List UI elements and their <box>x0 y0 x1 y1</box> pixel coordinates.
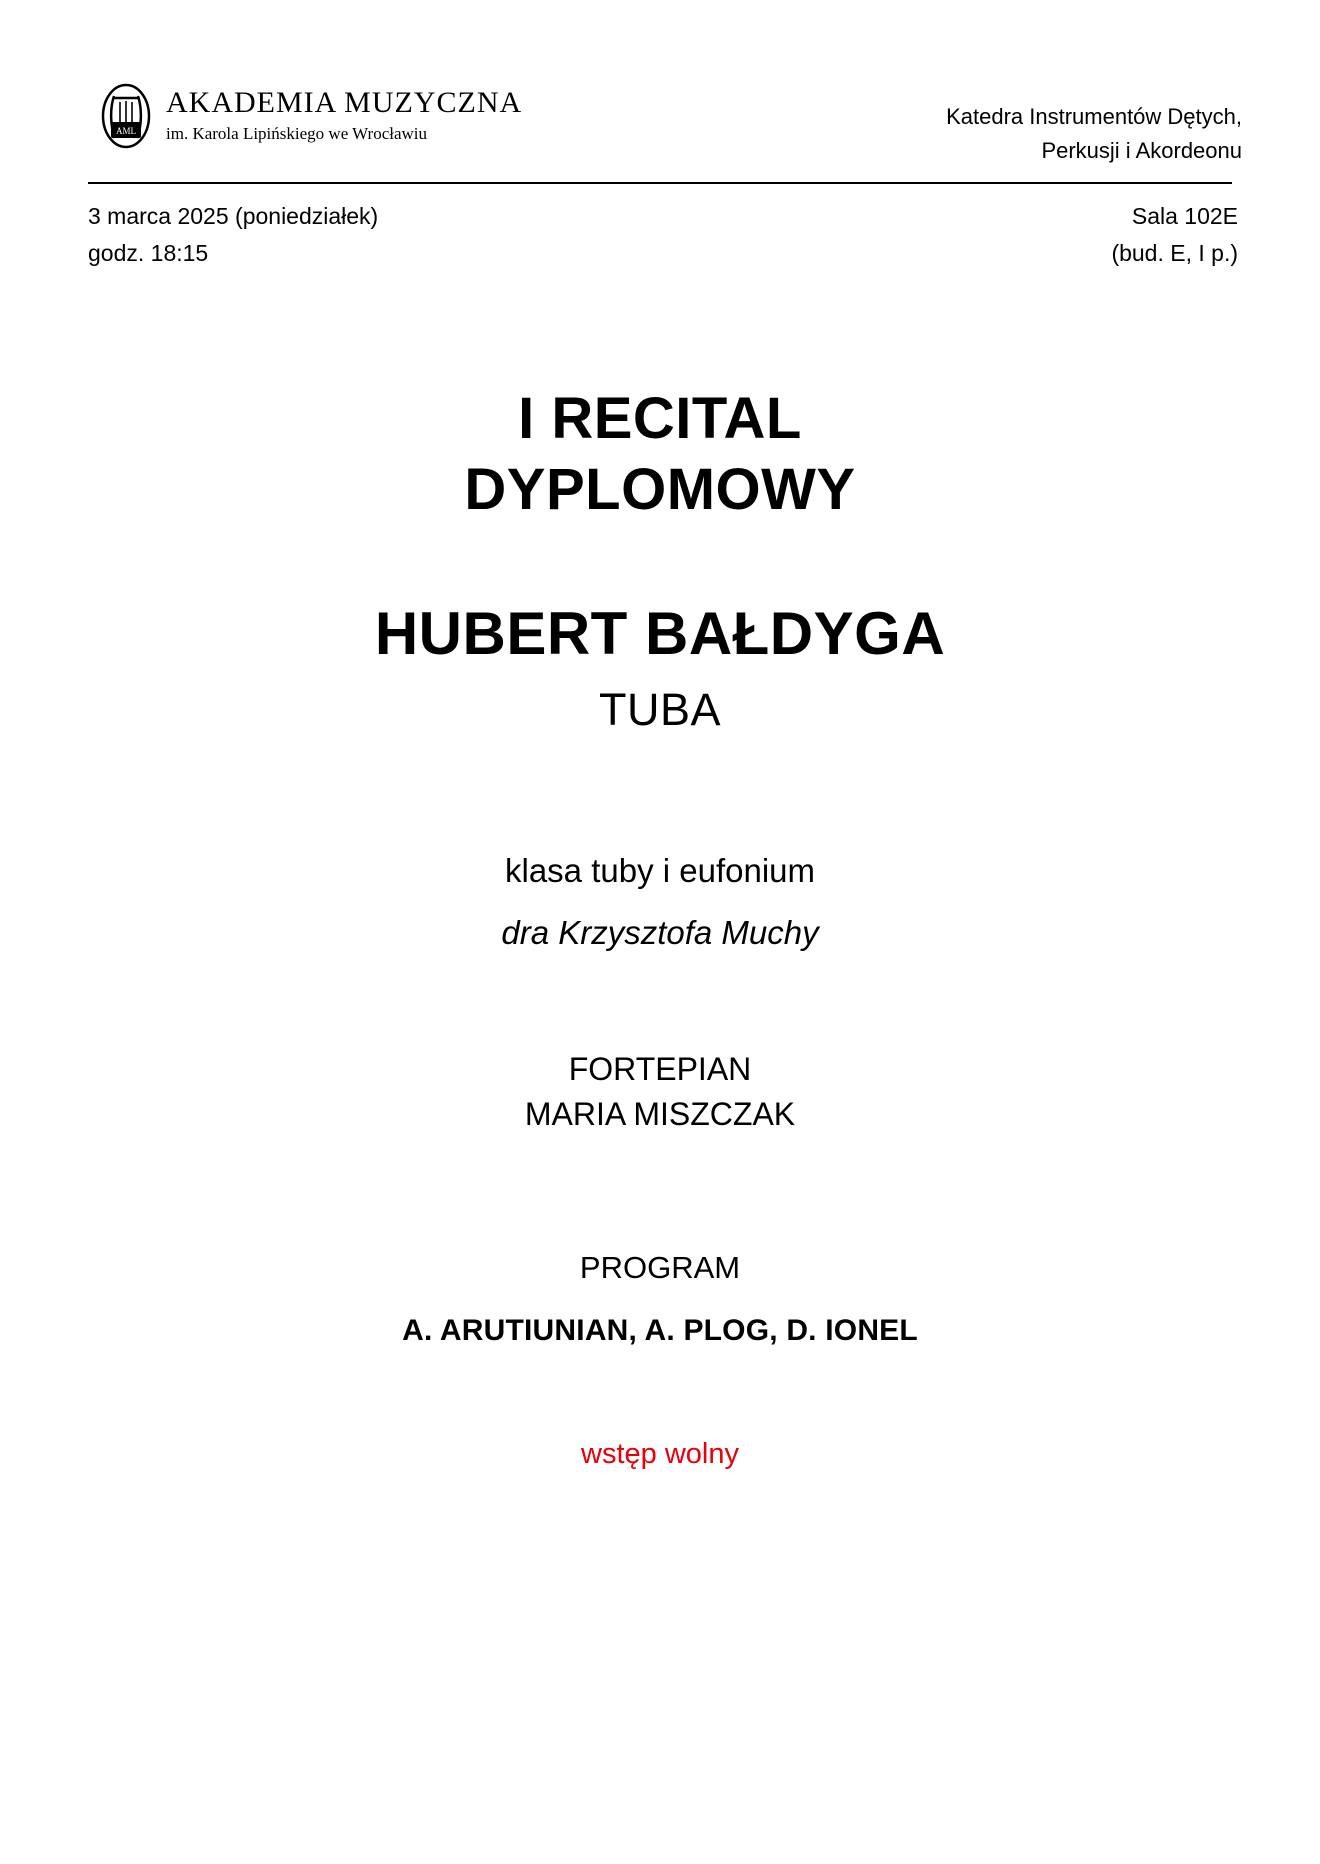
academy-patron: im. Karola Lipińskiego we Wrocławiu <box>166 124 428 143</box>
svg-text:AML: AML <box>116 126 136 136</box>
performer-instrument: TUBA <box>598 684 721 736</box>
academy-name-block <box>166 78 522 146</box>
department-line-2: Perkusji i Akordeonu <box>1041 138 1242 164</box>
poster-main <box>60 384 1260 1474</box>
department-line-1: Katedra Instrumentów Dętych, <box>946 104 1242 129</box>
event-room: Sala 102E <box>1131 203 1238 230</box>
event-meta-row <box>88 198 1238 272</box>
recital-title-line-1: I RECITAL <box>518 385 802 451</box>
performer-name: HUBERT BAŁDYGA <box>374 600 946 668</box>
teacher-line: dra Krzysztofa Muchy <box>501 913 819 951</box>
class-line: klasa tuby i eufonium <box>504 852 815 890</box>
program-composers: A. ARUTIUNIAN, A. PLOG, D. IONEL <box>402 1313 918 1347</box>
department-block <box>946 78 1242 168</box>
academy-name: AKADEMIA MUZYCZNA <box>166 86 523 119</box>
event-date-time <box>88 198 378 272</box>
recital-title-line-2: DYPLOMOWY <box>464 456 856 522</box>
event-building: (bud. E, I p.) <box>1111 239 1238 266</box>
header-divider <box>88 182 1232 184</box>
event-time: godz. 18:15 <box>88 239 209 266</box>
accompanist-role: FORTEPIAN <box>568 1050 752 1087</box>
recital-title <box>60 384 1260 526</box>
lyre-icon <box>100 82 152 150</box>
free-entry-note: wstęp wolny <box>581 1437 739 1470</box>
event-location <box>1111 198 1238 272</box>
program-label: PROGRAM <box>579 1250 741 1286</box>
academy-branding <box>100 78 522 150</box>
event-date: 3 marca 2025 (poniedziałek) <box>88 203 379 230</box>
poster-header <box>60 0 1260 168</box>
accompanist-name: MARIA MISZCZAK <box>524 1096 796 1133</box>
